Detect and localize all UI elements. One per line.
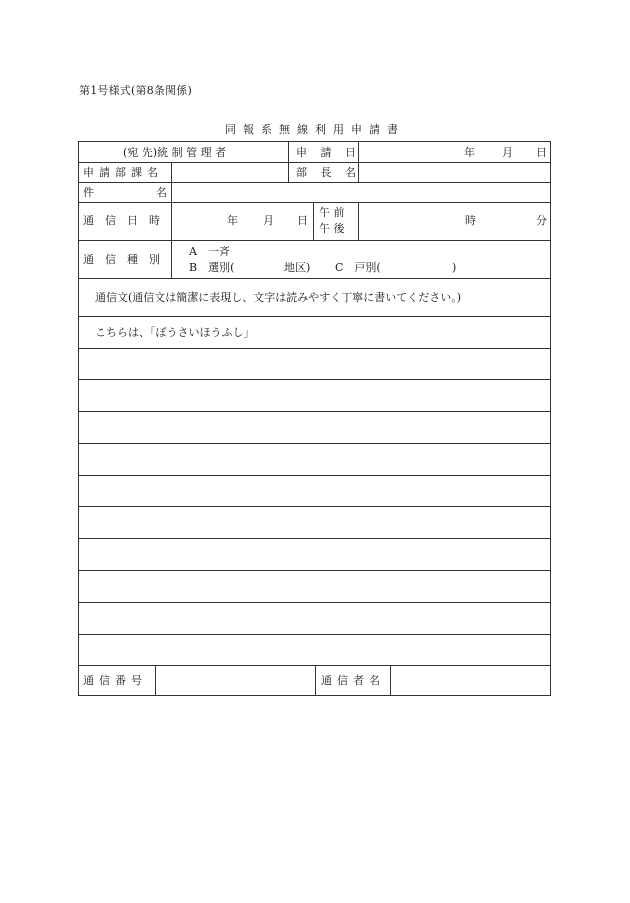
area-label: 地区) xyxy=(284,261,311,274)
row-divider xyxy=(79,240,550,241)
row-divider xyxy=(79,602,550,603)
addressee-label: (宛 先)統 制 管 理 者 xyxy=(123,146,227,159)
column-divider xyxy=(288,142,289,182)
form-title: 同報系無線利用申請書 xyxy=(225,123,405,136)
row-divider xyxy=(79,348,550,349)
row-divider xyxy=(79,202,550,203)
am-option: 午 前 xyxy=(319,206,345,219)
application-form-table xyxy=(78,141,551,696)
column-divider xyxy=(155,665,156,696)
subject-label-first: 件 xyxy=(83,186,94,199)
subject-label-second: 名 xyxy=(156,186,167,199)
column-divider xyxy=(358,202,359,240)
option-c-individual: C 戸別( xyxy=(335,261,381,274)
month-unit: 月 xyxy=(502,146,513,159)
row-divider xyxy=(79,443,550,444)
sender-name-label: 通信者名 xyxy=(321,674,385,687)
communication-number-label: 通信番号 xyxy=(83,674,147,687)
year-unit: 年 xyxy=(227,214,238,227)
department-label: 申請部課名 xyxy=(83,166,163,179)
row-divider xyxy=(79,162,550,163)
row-divider xyxy=(79,475,550,476)
row-divider xyxy=(79,411,550,412)
form-reference: 第1号様式(第8条関係) xyxy=(79,84,192,97)
row-divider xyxy=(79,570,550,571)
row-divider xyxy=(79,506,550,507)
row-divider xyxy=(79,182,550,183)
message-opening-line: こちらは、「ぼうさいほうふし」 xyxy=(95,326,255,339)
column-divider xyxy=(315,665,316,696)
option-a-broadcast: A 一斉 xyxy=(189,245,230,258)
communication-type-label: 通信種別 xyxy=(83,253,171,266)
row-divider xyxy=(79,278,550,279)
day-unit: 日 xyxy=(297,214,308,227)
row-divider xyxy=(79,316,550,317)
row-divider xyxy=(79,538,550,539)
pm-option: 午 後 xyxy=(319,222,345,235)
message-instruction: 通信文(通信文は簡潔に表現し、文字は読みやすく丁寧に書いてください。) xyxy=(95,291,462,304)
row-divider xyxy=(79,379,550,380)
column-divider xyxy=(390,665,391,696)
manager-name-label: 部 長 名 xyxy=(296,166,361,179)
option-b-selective: B 選別( xyxy=(189,261,235,274)
month-unit: 月 xyxy=(263,214,274,227)
close-paren: ) xyxy=(452,261,457,274)
year-unit: 年 xyxy=(464,146,475,159)
hour-unit: 時 xyxy=(465,214,476,227)
column-divider xyxy=(313,202,314,240)
column-divider xyxy=(171,202,172,278)
row-divider xyxy=(79,634,550,635)
datetime-label: 通信日時 xyxy=(83,214,171,227)
application-date-label: 申 請 日 xyxy=(296,146,361,159)
minute-unit: 分 xyxy=(536,214,547,227)
day-unit: 日 xyxy=(536,146,547,159)
